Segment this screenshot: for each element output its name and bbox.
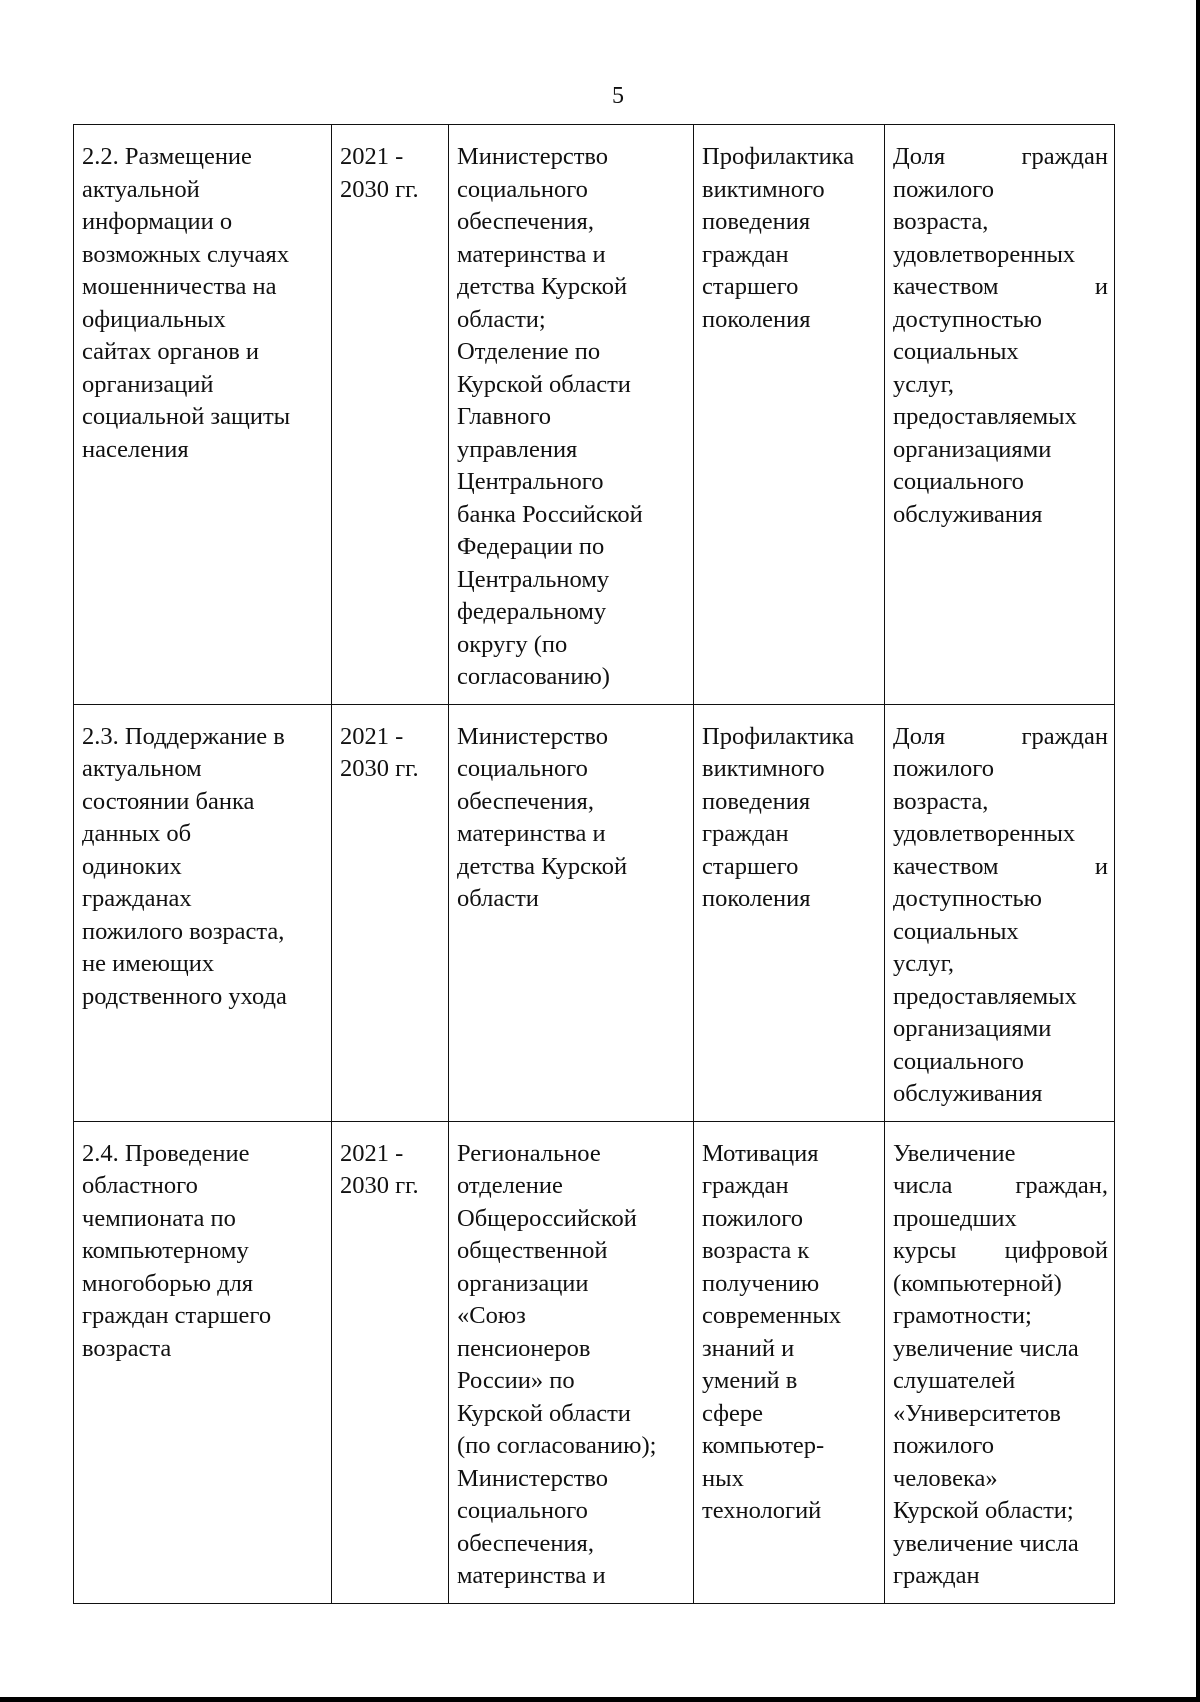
text-line: услуг, <box>893 370 955 398</box>
table-row <box>74 1121 1115 1603</box>
text-line: пожилого <box>893 1432 994 1459</box>
text-line-justified <box>893 141 1108 174</box>
text-line: Отделение по <box>457 338 601 365</box>
text-line: Мотивация <box>702 1139 819 1167</box>
text-line: 2021 - <box>340 143 404 170</box>
text-line: (компьютерной) <box>893 1269 1062 1297</box>
text-line: Увеличение <box>893 1139 1016 1167</box>
text-line: виктимного <box>702 755 825 782</box>
text-line: возможных случаях <box>82 240 290 268</box>
indicator-cell <box>885 125 1115 705</box>
text-line: прошедших <box>893 1204 1017 1232</box>
text-line: увеличение числа <box>893 1334 1079 1362</box>
text-line: детства Курской <box>457 273 628 300</box>
text-line: социального <box>457 175 588 203</box>
text-word: курсы <box>893 1237 957 1264</box>
text-line: 2.3. Поддержание в <box>82 722 285 750</box>
text-line: материнства и <box>457 820 606 847</box>
text-line: технологий <box>702 1497 822 1524</box>
text-line: возраста <box>82 1334 172 1362</box>
text-line: данных об <box>82 820 192 847</box>
text-line: организациями <box>893 435 1052 463</box>
table-row <box>74 125 1115 705</box>
text-line-justified <box>893 1170 1108 1203</box>
text-word: Доля <box>893 143 946 170</box>
text-line: обслуживания <box>893 1080 1043 1107</box>
text-line: социального <box>893 468 1024 495</box>
text-line: Главного <box>457 403 552 430</box>
text-line: предоставляемых <box>893 403 1077 430</box>
scan-border-right <box>1196 0 1200 1702</box>
text-line: управления <box>457 435 578 463</box>
text-line: согласованию) <box>457 663 610 690</box>
text-line: обеспечения, <box>457 1529 594 1557</box>
text-line: 2030 гг. <box>340 755 419 782</box>
text-line: слушателей <box>893 1367 1016 1394</box>
text-line: России» по <box>457 1367 575 1394</box>
text-line: округу (по <box>457 630 568 658</box>
text-line: материнства и <box>457 240 606 268</box>
text-line: одиноких <box>82 852 182 880</box>
text-line: Министерство <box>457 1464 609 1492</box>
text-line: 2030 гг. <box>340 1172 419 1199</box>
text-line: банка Российской <box>457 500 643 528</box>
text-line: пожилого возраста, <box>82 917 285 945</box>
measure-cell <box>74 125 332 705</box>
text-line: общественной <box>457 1237 608 1264</box>
text-line: отделение <box>457 1172 563 1199</box>
text-line: гражданах <box>82 885 192 912</box>
text-line: состоянии банка <box>82 787 255 815</box>
text-line: старшего <box>702 273 799 300</box>
text-line: 2.4. Проведение <box>82 1139 250 1167</box>
indicator-cell <box>885 704 1115 1121</box>
text-line: социального <box>893 1047 1024 1075</box>
text-line: Региональное <box>457 1139 601 1167</box>
text-line: граждан <box>702 820 789 847</box>
text-word: качеством <box>893 273 999 300</box>
text-line: поведения <box>702 787 811 815</box>
text-line: организации <box>457 1269 589 1297</box>
text-line: пожилого <box>702 1204 803 1232</box>
text-line: организаций <box>82 370 214 398</box>
text-line: Министерство <box>457 143 609 170</box>
text-line: Министерство <box>457 722 609 750</box>
text-word: граждан <box>1021 722 1108 750</box>
result-cell <box>694 125 885 705</box>
text-line: обеспечения, <box>457 787 594 815</box>
text-line: социальной защиты <box>82 403 291 430</box>
text-word: Доля <box>893 722 946 750</box>
text-line: официальных <box>82 305 226 333</box>
text-line: Курской области <box>457 370 631 398</box>
text-line: областного <box>82 1172 198 1199</box>
text-line: увеличение числа <box>893 1529 1079 1557</box>
text-line: населения <box>82 435 189 463</box>
text-line: области <box>457 885 539 912</box>
measures-table <box>73 124 1115 1604</box>
text-word: числа <box>893 1172 953 1199</box>
text-line: человека» <box>893 1464 998 1492</box>
text-line: Общероссийской <box>457 1204 637 1232</box>
result-cell <box>694 1121 885 1603</box>
text-line: Профилактика <box>702 143 855 170</box>
text-line: умений в <box>702 1367 798 1394</box>
text-line-justified <box>893 851 1108 884</box>
indicator-cell <box>885 1121 1115 1603</box>
text-word: качеством <box>893 852 999 880</box>
period-cell <box>332 125 449 705</box>
text-line: сфере <box>702 1399 764 1427</box>
text-line: современных <box>702 1302 842 1329</box>
text-line-justified <box>893 271 1108 304</box>
text-line: сайтах органов и <box>82 338 260 365</box>
text-line: не имеющих <box>82 950 215 977</box>
text-line: социального <box>457 1497 588 1524</box>
text-line: компьютер- <box>702 1432 825 1459</box>
text-line: поколения <box>702 305 811 333</box>
text-line: услуг, <box>893 950 955 977</box>
text-line: удовлетворенных <box>893 240 1076 268</box>
text-line: пожилого <box>893 175 994 203</box>
text-line: (по согласованию); <box>457 1432 657 1459</box>
text-line: возраста, <box>893 787 989 815</box>
page-number: 5 <box>612 83 624 109</box>
text-line: чемпионата по <box>82 1204 236 1232</box>
text-line: получению <box>702 1269 820 1297</box>
text-line: информации о <box>82 208 233 235</box>
text-line: поведения <box>702 208 811 235</box>
text-line: Профилактика <box>702 722 855 750</box>
text-line: возраста, <box>893 208 989 235</box>
text-word: граждан, <box>1015 1172 1108 1199</box>
executor-cell <box>449 1121 694 1603</box>
text-line: социальных <box>893 917 1019 945</box>
text-line: возраста к <box>702 1237 810 1264</box>
text-line: «Союз <box>457 1302 526 1329</box>
text-line: предоставляемых <box>893 982 1077 1010</box>
text-line: доступностью <box>893 885 1042 912</box>
text-line: виктимного <box>702 175 825 203</box>
text-line: Центральному <box>457 565 610 593</box>
executor-cell <box>449 125 694 705</box>
text-line: области; <box>457 305 546 333</box>
text-line: пенсионеров <box>457 1334 591 1362</box>
text-line: «Университетов <box>893 1399 1061 1427</box>
text-line: граждан <box>702 240 789 268</box>
text-line: 2.2. Размещение <box>82 143 252 170</box>
text-word: и <box>1094 273 1108 300</box>
measure-cell <box>74 1121 332 1603</box>
text-line: родственного ухода <box>82 982 287 1010</box>
text-line: социальных <box>893 338 1019 365</box>
text-line: граждан старшего <box>82 1302 272 1329</box>
text-line: Центрального <box>457 468 604 495</box>
text-line: 2021 - <box>340 1139 404 1167</box>
measure-cell <box>74 704 332 1121</box>
text-line: поколения <box>702 885 811 912</box>
table-row <box>74 704 1115 1121</box>
text-line: мошенничества на <box>82 273 277 300</box>
text-line: организациями <box>893 1015 1052 1042</box>
text-line: 2030 гг. <box>340 175 419 203</box>
text-line: материнства и <box>457 1562 606 1589</box>
text-line: граждан <box>702 1172 789 1199</box>
text-line-justified <box>893 1235 1108 1268</box>
text-word: цифровой <box>1004 1237 1108 1264</box>
text-line: компьютерному <box>82 1237 249 1264</box>
text-line: актуальном <box>82 755 202 782</box>
text-line: обеспечения, <box>457 208 594 235</box>
text-line: пожилого <box>893 755 994 782</box>
text-line: обслуживания <box>893 500 1043 528</box>
text-line: социального <box>457 755 588 782</box>
text-line: граждан <box>893 1562 980 1589</box>
text-word: и <box>1094 852 1108 880</box>
text-line: федеральному <box>457 598 607 625</box>
text-line: Курской области; <box>893 1497 1074 1524</box>
text-line: старшего <box>702 852 799 880</box>
text-line: многоборью для <box>82 1269 254 1297</box>
text-line: грамотности; <box>893 1302 1032 1329</box>
text-line: знаний и <box>702 1334 795 1362</box>
scan-border-bottom <box>0 1697 1200 1702</box>
text-line: 2021 - <box>340 722 404 750</box>
executor-cell <box>449 704 694 1121</box>
text-line: ных <box>702 1464 744 1492</box>
text-line: Курской области <box>457 1399 631 1427</box>
period-cell <box>332 704 449 1121</box>
result-cell <box>694 704 885 1121</box>
text-line: удовлетворенных <box>893 820 1076 847</box>
text-word: граждан <box>1021 143 1108 170</box>
text-line: детства Курской <box>457 852 628 880</box>
text-line: доступностью <box>893 305 1042 333</box>
text-line-justified <box>893 721 1108 754</box>
period-cell <box>332 1121 449 1603</box>
text-line: актуальной <box>82 175 200 203</box>
text-line: Федерации по <box>457 533 605 560</box>
